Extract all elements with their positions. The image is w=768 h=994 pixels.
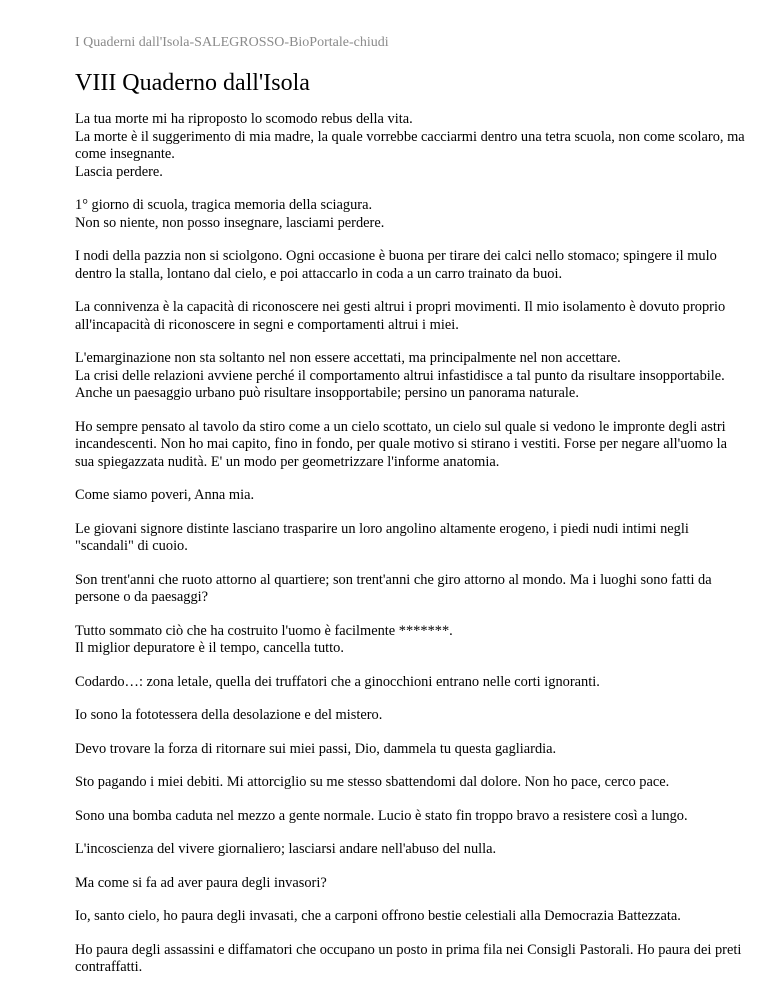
nav-link-bioportale[interactable]: BioPortale — [289, 35, 349, 50]
nav-link-salegrosso[interactable]: SALEGROSSO — [194, 35, 285, 50]
paragraph — [75, 774, 745, 792]
paragraph — [75, 299, 745, 334]
paragraph — [75, 707, 745, 725]
text-line: La morte è il suggerimento di mia madre, la quale vorrebbe cacciarmi dentro una tetra scuola, non come scolaro, ma come insegnante. — [75, 128, 745, 162]
paragraph — [75, 350, 745, 403]
text-line: Io, santo cielo, ho paura degli invasati, che a carponi offrono bestie celestiali alla Democrazia Battezzata. — [75, 908, 681, 924]
text-line: Son trent'anni che ruoto attorno al quartiere; son trent'anni che giro attorno al mondo. Ma i luoghi sono fatti da persone o da paesaggi? — [75, 571, 712, 605]
text-line: Sto pagando i miei debiti. Mi attorciglio su me stesso sbattendomi dal dolore. Non ho pace, cerco pace. — [75, 774, 670, 790]
paragraph — [75, 841, 745, 859]
paragraph — [75, 487, 745, 505]
text-line: Il miglior depuratore è il tempo, cancella tutto. — [75, 640, 344, 656]
text-line: La connivenza è la capacità di riconoscere nei gesti altrui i propri movimenti. Il mio isolamento è dovuto proprio all'incapacità di riconoscere in segni e comportamenti altrui i miei. — [75, 299, 726, 333]
paragraph — [75, 674, 745, 692]
text-line: La tua morte mi ha riproposto lo scomodo rebus della vita. — [75, 111, 413, 127]
nav-link-quaderni[interactable]: I Quaderni dall'Isola — [75, 35, 190, 50]
text-line: Ho sempre pensato al tavolo da stiro come a un cielo scottato, un cielo sul quale si vedono le impronte degli astri incandescenti. Non ho mai capito, fino in fondo, per quale motivo si stirano i vestiti. Forse per negare all'uomo la sua spiegazzata nudità. E' un modo per geometrizzare l'informe anatomia. — [75, 418, 728, 470]
text-line: Tutto sommato ciò che ha costruito l'uomo è facilmente *******. — [75, 622, 453, 639]
paragraph — [75, 197, 745, 232]
paragraph — [75, 111, 745, 181]
nav-separator: - — [348, 35, 354, 50]
text-line: 1° giorno di scuola, tragica memoria della sciagura. — [75, 197, 373, 213]
paragraph — [75, 875, 745, 893]
text-line: Non so niente, non posso insegnare, lasciami perdere. — [75, 214, 385, 231]
text-line: La crisi delle relazioni avviene perché il comportamento altrui infastidisce a tal punto da risultare insopportabile. Anche un paesaggio urbano può risultare insopportabile; persino un panorama naturale. — [75, 367, 725, 401]
text-line: Ma come si fa ad aver paura degli invasori? — [75, 874, 327, 891]
text-line: I nodi della pazzia non si sciolgono. Ogni occasione è buona per tirare dei calci nello stomaco; spingere il mulo dentro la stalla, lontano dal cielo, e poi attaccarlo in coda a un carro trainato da buoi. — [75, 248, 717, 282]
text-line: Sono una bomba caduta nel mezzo a gente normale. Lucio è stato fin troppo bravo a resistere così a lungo. — [75, 807, 688, 824]
paragraph — [75, 521, 745, 556]
text-line: Ho paura degli assassini e diffamatori che occupano un posto in prima fila nei Consigli Pastorali. Ho paura dei preti contraffatti. — [75, 941, 742, 975]
document-body — [75, 111, 745, 977]
paragraph — [75, 808, 745, 826]
paragraph — [75, 908, 745, 926]
paragraph — [75, 572, 745, 607]
top-navigation — [75, 34, 745, 52]
text-line: Come siamo poveri, Anna mia. — [75, 487, 255, 503]
page-title: VIII Quaderno dall'Isola — [75, 70, 310, 96]
text-line: Lascia perdere. — [75, 163, 163, 180]
text-line: L'emarginazione non sta soltanto nel non essere accettati, ma principalmente nel non accettare. — [75, 350, 621, 366]
nav-separator: - — [189, 35, 195, 50]
paragraph — [75, 248, 745, 283]
text-line: Io sono la fototessera della desolazione e del mistero. — [75, 707, 383, 723]
paragraph — [75, 419, 745, 472]
document-page — [75, 0, 745, 993]
nav-separator: - — [284, 35, 290, 50]
paragraph — [75, 623, 745, 658]
text-line: Devo trovare la forza di ritornare sui miei passi, Dio, dammela tu questa gagliardia. — [75, 740, 557, 757]
paragraph — [75, 942, 745, 977]
paragraph — [75, 741, 745, 759]
text-line: L'incoscienza del vivere giornaliero; lasciarsi andare nell'abuso del nulla. — [75, 841, 497, 857]
text-line: Codardo…: zona letale, quella dei truffatori che a ginocchioni entrano nelle corti ignoranti. — [75, 673, 600, 690]
nav-link-chiudi[interactable]: chiudi — [353, 35, 389, 50]
text-line: Le giovani signore distinte lasciano trasparire un loro angolino altamente erogeno, i piedi nudi intimi negli "scandali" di cuoio. — [75, 520, 689, 554]
